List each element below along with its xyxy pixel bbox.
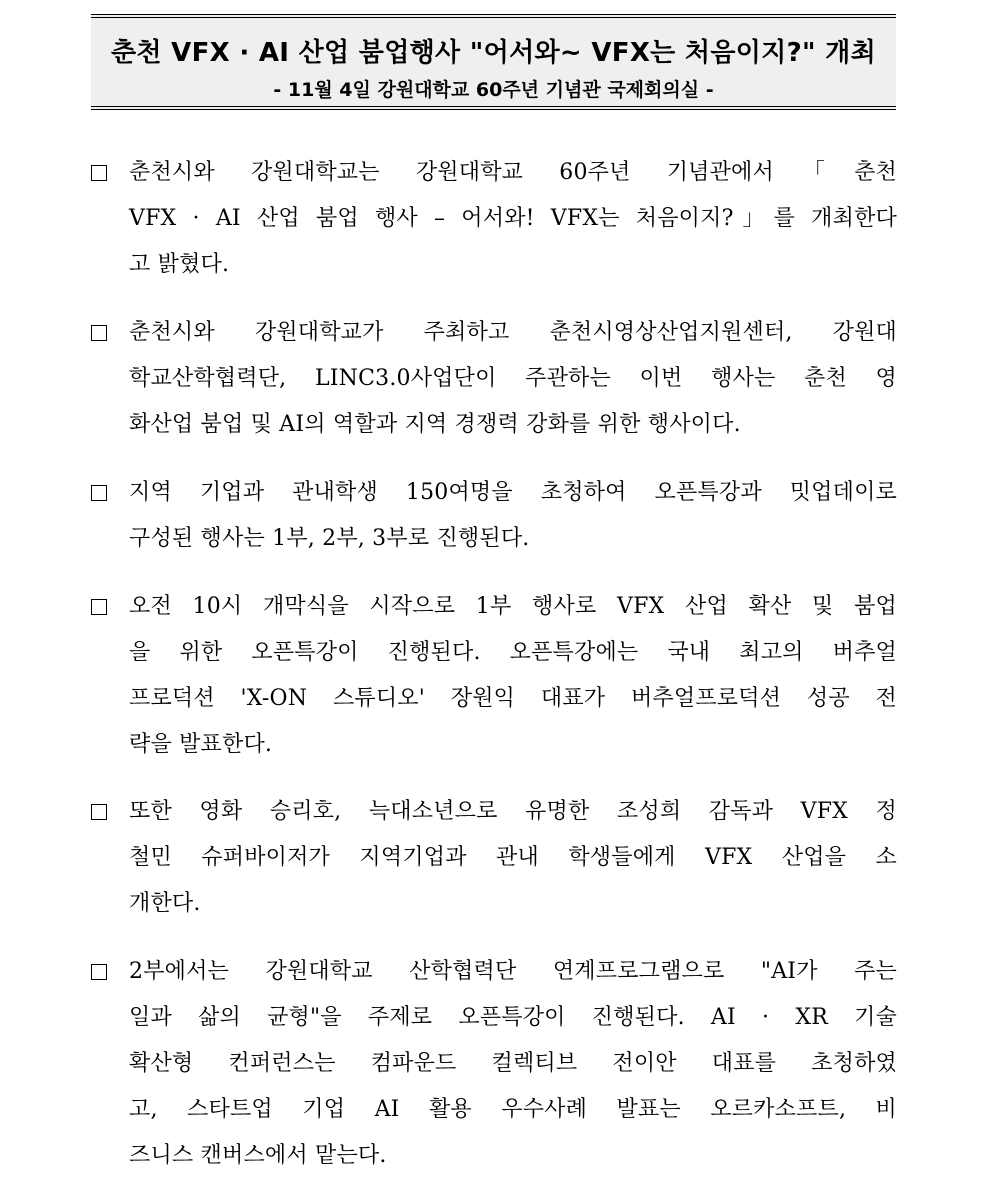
paragraph-6 <box>91 949 897 1179</box>
paragraph-line: 을 위한 오픈특강이 진행된다. 오픈특강에는 국내 최고의 버추얼 <box>129 640 897 665</box>
paragraph-line: 2부에서는 강원대학교 산학협력단 연계프로그램으로 "AI가 주는 <box>129 959 897 984</box>
checkbox-bullet-icon <box>91 485 107 501</box>
paragraph-1 <box>91 150 897 288</box>
document-title: 춘천 VFX · AI 산업 붐업행사 "어서와~ VFX는 처음이지?" 개최 <box>110 38 877 68</box>
paragraph-line: 구성된 행사는 1부, 2부, 3부로 진행된다. <box>129 526 530 551</box>
paragraph-line: VFX · AI 산업 붐업 행사 – 어서와! VFX는 처음이지?」를 개최한다 <box>129 206 897 231</box>
document-subtitle: - 11월 4일 강원대학교 60주년 기념관 국제회의실 - <box>273 79 714 101</box>
checkbox-bullet-icon <box>91 964 107 980</box>
paragraph-line: 지역 기업과 관내학생 150여명을 초청하여 오픈특강과 밋업데이로 <box>129 480 897 505</box>
paragraph-3 <box>91 470 897 562</box>
paragraph-line: 일과 삶의 균형"을 주제로 오픈특강이 진행된다. AI · XR 기술 <box>129 1005 897 1030</box>
paragraph-5 <box>91 789 897 927</box>
paragraph-line: 학교산학협력단, LINC3.0사업단이 주관하는 이번 행사는 춘천 영 <box>129 366 897 391</box>
paragraph-line: 춘천시와 강원대학교가 주최하고 춘천시영상산업지원센터, 강원대 <box>129 320 897 345</box>
paragraph-line: 고, 스타트업 기업 AI 활용 우수사례 발표는 오르카소프트, 비 <box>129 1097 897 1122</box>
paragraph-line: 오전 10시 개막식을 시작으로 1부 행사로 VFX 산업 확산 및 붐업 <box>129 594 897 619</box>
paragraph-2 <box>91 310 897 448</box>
paragraph-line: 고 밝혔다. <box>129 252 230 277</box>
checkbox-bullet-icon <box>91 599 107 615</box>
paragraph-line: 즈니스 캔버스에서 맡는다. <box>129 1143 387 1168</box>
checkbox-bullet-icon <box>91 325 107 341</box>
paragraph-line: 화산업 붐업 및 AI의 역할과 지역 경쟁력 강화를 위한 행사이다. <box>129 412 741 437</box>
paragraph-line: 프로덕션 'X-ON 스튜디오' 장원익 대표가 버추얼프로덕션 성공 전 <box>129 686 897 711</box>
title-box <box>91 14 896 110</box>
paragraph-line: 또한 영화 승리호, 늑대소년으로 유명한 조성희 감독과 VFX 정 <box>129 799 897 824</box>
paragraph-line: 략을 발표한다. <box>129 732 273 757</box>
paragraph-line: 확산형 컨퍼런스는 컴파운드 컬렉티브 전이안 대표를 초청하였 <box>129 1051 897 1076</box>
checkbox-bullet-icon <box>91 804 107 820</box>
paragraph-line: 춘천시와 강원대학교는 강원대학교 60주년 기념관에서「춘천 <box>129 160 897 185</box>
paragraph-line: 개한다. <box>129 891 201 916</box>
paragraph-4 <box>91 584 897 768</box>
paragraph-line: 철민 슈퍼바이저가 지역기업과 관내 학생들에게 VFX 산업을 소 <box>129 845 897 870</box>
checkbox-bullet-icon <box>91 165 107 181</box>
